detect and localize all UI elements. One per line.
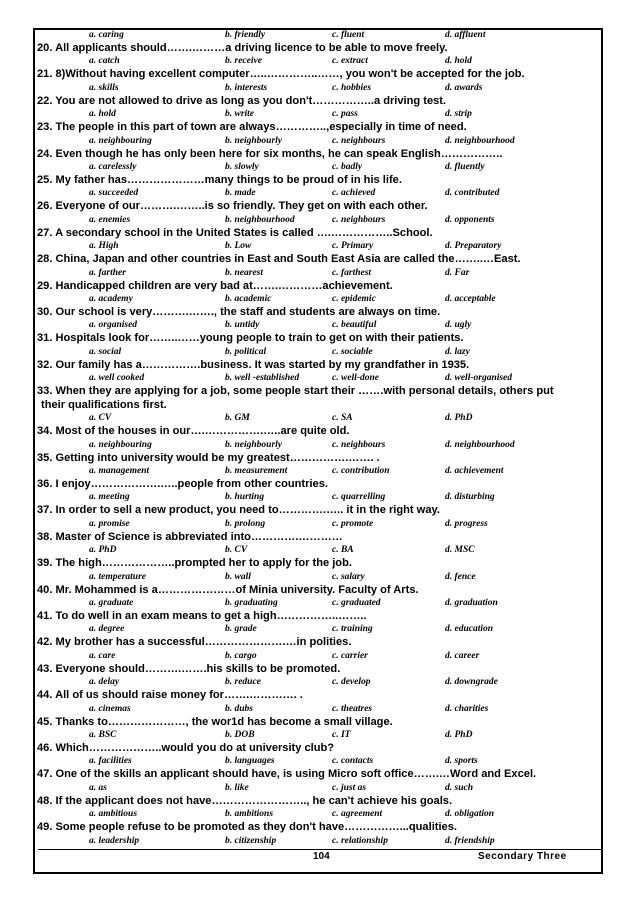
question-text (37, 385, 601, 412)
answer-option: b. academic (225, 294, 272, 305)
answer-option: a. caring (89, 30, 124, 40)
book-title: Secondary Three (478, 851, 567, 862)
answer-option: b. neighbourhood (225, 214, 295, 225)
question-text (37, 452, 601, 465)
answer-option: d. disturbing (445, 492, 495, 503)
answer-option: a. cinemas (89, 703, 131, 714)
question-line: 40. Mr. Mohammed is a…………………of Minia university. Faculty of Arts. (37, 583, 419, 596)
answer-option: b. interests (225, 82, 268, 93)
answer-option: d. fence (445, 571, 476, 582)
answer-option: c. graduated (332, 597, 381, 608)
answer-option: c. fluent (332, 30, 365, 40)
answer-option: d. Far (445, 267, 470, 278)
question-text (37, 768, 601, 781)
question-line: 42. My brother has a successful………………….…in polities. (37, 636, 352, 649)
answer-options (37, 240, 601, 253)
answer-options (37, 214, 601, 227)
answer-option: b. languages (225, 756, 275, 767)
question-text (37, 148, 601, 161)
answer-options (37, 782, 601, 795)
question-line: 36. I enjoy……………….…..people from other countries. (37, 477, 328, 490)
question-text (37, 557, 601, 570)
question-text (37, 504, 601, 517)
answer-options (37, 623, 601, 636)
answer-option: b. friendly (225, 30, 266, 40)
answer-option: c. well-done (332, 373, 379, 384)
answer-option: a. graduate (89, 597, 134, 608)
answer-option: b. CV (225, 545, 248, 556)
question-text (37, 478, 601, 491)
answer-option: d. progress (445, 518, 488, 529)
question-text (37, 610, 601, 623)
answer-option: d. affluent (445, 30, 486, 40)
question-line: 32. Our family has a…………….business. It was started by my grandfather in 1935. (37, 358, 470, 371)
question-line: 44. All of us should raise money for…….…………. . (37, 689, 303, 702)
answer-option: c. achieved (332, 188, 376, 199)
answer-option: b. hurting (225, 492, 265, 503)
answer-option: c. neighbours (332, 439, 386, 450)
answer-option: c. SA (332, 413, 353, 424)
answer-options (37, 703, 601, 716)
answer-options (37, 571, 601, 584)
answer-option: a. facilities (89, 756, 132, 767)
answer-option: b. neighbourly (225, 439, 283, 450)
question-text (37, 68, 601, 81)
answer-option: b. slowly (225, 162, 259, 173)
answer-option: d. strip (445, 109, 472, 120)
answer-option: a. succeeded (89, 188, 139, 199)
answer-option: d. hold (445, 56, 472, 67)
answer-option: b. measurement (225, 465, 288, 476)
question-text (37, 42, 601, 55)
answer-option: d. Preparatory (445, 241, 502, 252)
question-line: 21. 8)Without having excellent computer…..…………..……, you won't be accepted for the job. (37, 68, 525, 81)
question-text (37, 95, 601, 108)
answer-option: b. citizenship (225, 835, 277, 846)
answer-options (37, 372, 601, 385)
answer-option: a. management (89, 465, 150, 476)
answer-option: c. neighbours (332, 214, 386, 225)
answer-options (37, 491, 601, 504)
answer-options (37, 161, 601, 174)
answer-option: a. farther (89, 267, 126, 278)
answer-option: a. catch (89, 56, 120, 67)
question-line-continued: their qualifications first. (41, 398, 167, 411)
answer-option: c. contribution (332, 465, 390, 476)
answer-option: b. cargo (225, 650, 257, 661)
answer-options (37, 412, 601, 425)
answer-option: d. sports (445, 756, 478, 767)
answer-option: d. achievement (445, 465, 504, 476)
answer-options (37, 187, 601, 200)
answer-option: b. grade (225, 624, 257, 635)
question-line: 27. A secondary school in the United States is called ….……………..School. (37, 226, 433, 239)
question-text (37, 795, 601, 808)
answer-option: b. receive (225, 56, 262, 67)
answer-option: b. reduce (225, 677, 261, 688)
question-text (37, 306, 601, 319)
answer-option: d. graduation (445, 597, 498, 608)
answer-option: d. obligation (445, 809, 495, 820)
answer-option: c. neighbours (332, 135, 386, 146)
exercise-content (37, 29, 601, 848)
answer-option: d. PhD (445, 413, 473, 424)
answer-option: a. delay (89, 677, 120, 688)
question-line: 46. Which………………..would you do at university club? (37, 741, 335, 754)
question-line: 29. Handicapped children are very bad at…….…………achievement. (37, 279, 393, 292)
answer-option: a. organised (89, 320, 138, 331)
answer-option: a. BSC (89, 729, 117, 740)
answer-option: c. farthest (332, 267, 372, 278)
answer-option: b. prolong (225, 518, 266, 529)
answer-option: c. contacts (332, 756, 374, 767)
answer-options (37, 518, 601, 531)
question-text (37, 332, 601, 345)
answer-option: b. DOB (225, 729, 255, 740)
question-line: 22. You are not allowed to drive as long as you don't……………..a driving test. (37, 94, 447, 107)
answer-option: b. like (225, 782, 249, 793)
answer-options (37, 135, 601, 148)
answer-options (37, 597, 601, 610)
answer-options (37, 29, 601, 42)
answer-option: d. friendship (445, 835, 495, 846)
answer-option: b. nearest (225, 267, 263, 278)
answer-option: a. skills (89, 82, 119, 93)
answer-option: a. ambitious (89, 809, 138, 820)
answer-option: b. neighbourly (225, 135, 283, 146)
answer-option: a. leadership (89, 835, 140, 846)
answer-options (37, 544, 601, 557)
page-footer (0, 851, 638, 865)
question-text (37, 200, 601, 213)
answer-options (37, 835, 601, 848)
answer-option: b. political (225, 346, 267, 357)
answer-option: b. untidy (225, 320, 260, 331)
answer-option: d. career (445, 650, 480, 661)
answer-option: c. just as (332, 782, 367, 793)
answer-option: a. promise (89, 518, 130, 529)
answer-option: c. agreement (332, 809, 383, 820)
answer-options (37, 465, 601, 478)
question-text (37, 531, 601, 544)
answer-option: d. charities (445, 703, 489, 714)
answer-option: a. well cooked (89, 373, 145, 384)
answer-option: a. social (89, 346, 122, 357)
answer-option: a. neighbouring (89, 439, 152, 450)
answer-option: c. salary (332, 571, 365, 582)
answer-options (37, 439, 601, 452)
question-line: 43. Everyone should……….…….his skills to be promoted. (37, 662, 341, 675)
answer-option: a. temperature (89, 571, 146, 582)
question-line: 24. Even though he has only been here for six months, he can speak English…………….. (37, 147, 503, 160)
answer-option: a. meeting (89, 492, 130, 503)
question-text (37, 742, 601, 755)
question-text (37, 280, 601, 293)
question-line: 33. When they are applying for a job, some people start their …….with personal details, others put (37, 385, 554, 398)
answer-option: c. IT (332, 729, 351, 740)
answer-options (37, 650, 601, 663)
question-text (37, 689, 601, 702)
answer-option: b. wall (225, 571, 251, 582)
answer-option: b. write (225, 109, 255, 120)
answer-option: d. contributed (445, 188, 500, 199)
answer-options (37, 729, 601, 742)
question-text (37, 121, 601, 134)
answer-options (37, 293, 601, 306)
question-line: 38. Master of Science is abbreviated into………….………… (37, 530, 343, 543)
answer-option: a. CV (89, 413, 112, 424)
question-text (37, 227, 601, 240)
answer-option: b. GM (225, 413, 250, 424)
question-line: 23. The people in this part of town are always…………..,especially in time of need. (37, 121, 467, 134)
answer-option: b. ambitions (225, 809, 274, 820)
answer-option: c. promote (332, 518, 374, 529)
question-line: 31. Hospitals look for……..……young people to train to get on with their patients. (37, 332, 464, 345)
question-line: 47. One of the skills an applicant should have, is using Micro soft office…….…Word and Excel. (37, 768, 537, 781)
question-text (37, 253, 601, 266)
footer-divider (38, 849, 601, 850)
answer-option: d. MSC (445, 545, 475, 556)
answer-option: d. downgrade (445, 677, 498, 688)
answer-option: c. BA (332, 545, 354, 556)
question-text (37, 425, 601, 438)
answer-options (37, 808, 601, 821)
answer-options (37, 676, 601, 689)
answer-option: c. relationship (332, 835, 388, 846)
question-text (37, 174, 601, 187)
question-line: 20. All applicants should…….………a driving licence to be able to move freely. (37, 42, 448, 54)
answer-option: d. fluently (445, 162, 485, 173)
answer-option: a. as (89, 782, 107, 793)
answer-option: a. carelessly (89, 162, 137, 173)
answer-option: b. well -established (225, 373, 300, 384)
answer-option: d. neighbourhood (445, 135, 515, 146)
answer-option: d. opponents (445, 214, 495, 225)
answer-option: c. hobbies (332, 82, 372, 93)
answer-option: d. acceptable (445, 294, 496, 305)
answer-option: a. care (89, 650, 116, 661)
answer-option: a. academy (89, 294, 133, 305)
question-line: 28. China, Japan and other countries in East and South East Asia are called the……..…East. (37, 253, 521, 266)
answer-options (37, 755, 601, 768)
answer-option: a. degree (89, 624, 125, 635)
answer-option: b. Low (225, 241, 252, 252)
question-line: 37. In order to sell a new product, you need to………….….. it in the right way. (37, 504, 440, 517)
answer-option: d. well-organised (445, 373, 513, 384)
question-line: 30. Our school is very……….……., the staff and students are always on time. (37, 306, 441, 319)
answer-option: d. education (445, 624, 494, 635)
question-text (37, 636, 601, 649)
answer-option: d. lazy (445, 346, 470, 357)
answer-options (37, 267, 601, 280)
answer-option: c. Primary (332, 241, 374, 252)
answer-option: d. ugly (445, 320, 472, 331)
answer-options (37, 82, 601, 95)
answer-options (37, 346, 601, 359)
answer-option: a. High (89, 241, 119, 252)
answer-option: c. sociable (332, 346, 373, 357)
question-line: 49. Some people refuse to be promoted as they don't have……………...qualities. (37, 821, 457, 834)
answer-option: c. develop (332, 677, 371, 688)
answer-option: c. carrier (332, 650, 368, 661)
answer-options (37, 55, 601, 68)
answer-option: d. PhD (445, 729, 473, 740)
answer-option: c. beautiful (332, 320, 377, 331)
question-text (37, 663, 601, 676)
answer-options (37, 108, 601, 121)
answer-option: d. neighbourhood (445, 439, 515, 450)
answer-option: a. enemies (89, 214, 131, 225)
answer-option: c. extract (332, 56, 368, 67)
question-line: 39. The high………………..prompted her to apply for the job. (37, 557, 352, 570)
question-line: 35. Getting into university would be my greatest…………….……. . (37, 451, 380, 464)
question-line: 45. Thanks to…………………, the wor1d has become a small village. (37, 715, 393, 728)
answer-option: d. awards (445, 82, 483, 93)
question-line: 34. Most of the houses in our….…………….…..are quite old. (37, 425, 350, 438)
answer-option: c. epidemic (332, 294, 376, 305)
answer-option: a. PhD (89, 545, 117, 556)
answer-options (37, 319, 601, 332)
question-text (37, 821, 601, 834)
answer-option: b. made (225, 188, 256, 199)
answer-option: c. pass (332, 109, 358, 120)
answer-option: a. neighbouring (89, 135, 152, 146)
answer-option: d. such (445, 782, 473, 793)
question-line: 41. To do well in an exam means to get a high……………..…….. (37, 609, 367, 622)
answer-option: a. hold (89, 109, 116, 120)
answer-option: c. quarrelling (332, 492, 386, 503)
question-text (37, 359, 601, 372)
question-line: 48. If the applicant does not have…………………….., he can't achieve his goals. (37, 794, 453, 807)
answer-option: b. graduating (225, 597, 278, 608)
question-text (37, 716, 601, 729)
answer-option: c. training (332, 624, 373, 635)
question-line: 25. My father has…………………many things to be proud of in his life. (37, 174, 402, 187)
answer-option: c. theatres (332, 703, 373, 714)
page-number: 104 (313, 851, 330, 862)
answer-option: c. badly (332, 162, 363, 173)
question-text (37, 584, 601, 597)
question-line: 26. Everyone of our……….……..is so friendly. They get on with each other. (37, 200, 428, 213)
answer-option: b. dubs (225, 703, 253, 714)
